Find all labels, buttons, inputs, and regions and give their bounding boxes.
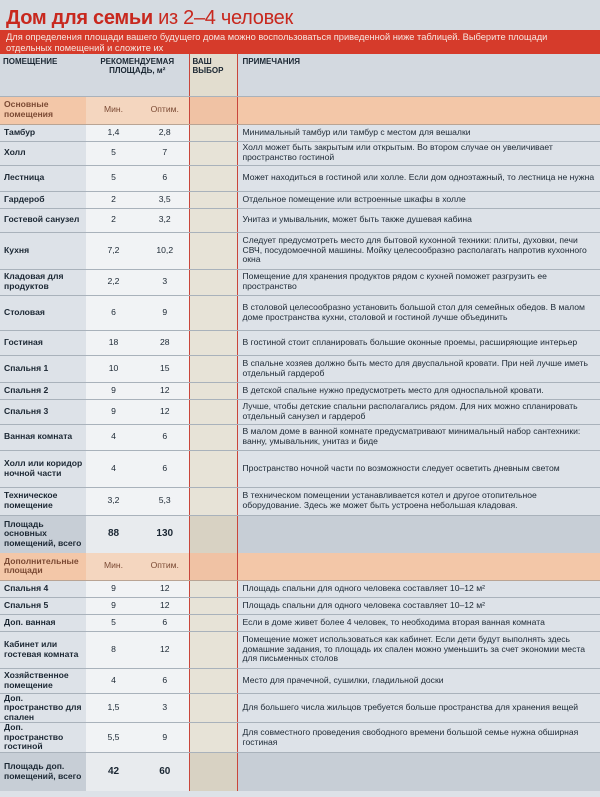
choice-cell[interactable] — [189, 295, 237, 330]
room-name: Дополнительные площади — [0, 553, 86, 580]
room-name: Холл — [0, 141, 86, 165]
choice-cell[interactable] — [189, 614, 237, 631]
choice-cell[interactable] — [189, 269, 237, 295]
min-area: 1,5 — [86, 693, 141, 723]
optimal-area: 12 — [141, 382, 189, 399]
table-row — [0, 450, 600, 487]
note-text: Площадь спальни для одного человека составляет 10–12 м² — [237, 580, 600, 597]
table-row — [0, 165, 600, 191]
note-text: Унитаз и умывальник, может быть также душевая кабина — [237, 208, 600, 232]
room-name: Доп. пространство гостиной — [0, 723, 86, 753]
area-table — [0, 54, 600, 791]
optimal-area: Оптим. — [141, 96, 189, 124]
min-area: 18 — [86, 330, 141, 355]
table-row — [0, 355, 600, 382]
room-name: Площадь основных помещений, всего — [0, 515, 86, 553]
optimal-area: 9 — [141, 723, 189, 753]
table-row — [0, 424, 600, 450]
table-row — [0, 232, 600, 269]
min-area: 8 — [86, 631, 141, 668]
section-row — [0, 96, 600, 124]
room-name: Ванная комната — [0, 424, 86, 450]
min-area: 4 — [86, 668, 141, 693]
choice-cell[interactable] — [189, 450, 237, 487]
optimal-area: Оптим. — [141, 553, 189, 580]
note-text: Лучше, чтобы детские спальни располагались рядом. Для них можно спланировать отдельный санузел и гардероб — [237, 399, 600, 424]
room-name: Основные помещения — [0, 96, 86, 124]
optimal-area: 6 — [141, 424, 189, 450]
total-row — [0, 515, 600, 553]
note-text: Для большего числа жильцов требуется больше пространства для хранения вещей — [237, 693, 600, 723]
choice-cell[interactable] — [189, 580, 237, 597]
room-name: Спальня 2 — [0, 382, 86, 399]
header-notes: ПРИМЕЧАНИЯ — [237, 54, 600, 96]
choice-cell[interactable] — [189, 693, 237, 723]
page-title — [6, 6, 293, 30]
table-row — [0, 141, 600, 165]
room-name: Доп. пространство для спален — [0, 693, 86, 723]
min-area: 2 — [86, 208, 141, 232]
min-area: 2 — [86, 191, 141, 208]
room-name: Спальня 4 — [0, 580, 86, 597]
choice-cell[interactable] — [189, 399, 237, 424]
choice-cell[interactable] — [189, 424, 237, 450]
optimal-area: 6 — [141, 668, 189, 693]
optimal-area: 6 — [141, 450, 189, 487]
min-area: 9 — [86, 580, 141, 597]
table-row — [0, 269, 600, 295]
room-name: Кабинет или гостевая комната — [0, 631, 86, 668]
table-row — [0, 191, 600, 208]
choice-cell[interactable] — [189, 124, 237, 141]
choice-cell[interactable] — [189, 723, 237, 753]
choice-cell[interactable] — [189, 382, 237, 399]
header-room: ПОМЕЩЕНИЕ — [0, 54, 86, 96]
choice-cell[interactable] — [189, 668, 237, 693]
room-name: Хозяйственное помещение — [0, 668, 86, 693]
table-row — [0, 668, 600, 693]
table-row — [0, 693, 600, 723]
optimal-area: 7 — [141, 141, 189, 165]
table-row — [0, 295, 600, 330]
table-row — [0, 614, 600, 631]
min-area: Мин. — [86, 96, 141, 124]
choice-cell[interactable] — [189, 96, 237, 124]
choice-cell[interactable] — [189, 330, 237, 355]
min-area: 6 — [86, 295, 141, 330]
table-body — [0, 96, 600, 791]
title-rest: из 2–4 человек — [152, 7, 293, 29]
header-choice: ВАШ ВЫБОР — [189, 54, 237, 96]
note-text: В малом доме в ванной комнате предусматривают минимальный набор сантехники: ванну, умывальник, унитаз и биде — [237, 424, 600, 450]
table-row — [0, 399, 600, 424]
room-name: Тамбур — [0, 124, 86, 141]
room-name: Площадь доп. помещений, всего — [0, 753, 86, 791]
room-name: Гостевой санузел — [0, 208, 86, 232]
min-area: 9 — [86, 382, 141, 399]
table-row — [0, 580, 600, 597]
min-area: 9 — [86, 399, 141, 424]
optimal-area: 9 — [141, 295, 189, 330]
optimal-area: 2,8 — [141, 124, 189, 141]
title-bold: Дом для семьи — [6, 7, 153, 29]
min-area: 3,2 — [86, 487, 141, 515]
min-area: 5 — [86, 165, 141, 191]
optimal-area: 6 — [141, 614, 189, 631]
choice-cell[interactable] — [189, 515, 237, 553]
min-area: 5 — [86, 141, 141, 165]
note-text — [237, 515, 600, 553]
choice-cell[interactable] — [189, 487, 237, 515]
room-name: Гостиная — [0, 330, 86, 355]
note-text: Отдельное помещение или встроенные шкафы в холле — [237, 191, 600, 208]
optimal-area: 130 — [141, 515, 189, 553]
min-area: 9 — [86, 597, 141, 614]
table-row — [0, 330, 600, 355]
table-header — [0, 54, 600, 96]
table-row — [0, 723, 600, 753]
min-area: 1,4 — [86, 124, 141, 141]
table-row — [0, 631, 600, 668]
note-text — [237, 96, 600, 124]
choice-cell[interactable] — [189, 553, 237, 580]
min-area: 10 — [86, 355, 141, 382]
optimal-area: 60 — [141, 753, 189, 791]
table-row — [0, 597, 600, 614]
note-text: В техническом помещении устанавливается котел и другое отопительное оборудование. Здесь же может быть устроена небольшая кладовая. — [237, 487, 600, 515]
total-row — [0, 753, 600, 791]
optimal-area: 12 — [141, 597, 189, 614]
choice-cell[interactable] — [189, 597, 237, 614]
note-text: Помещение для хранения продуктов рядом с кухней поможет разгрузить ее пространство — [237, 269, 600, 295]
note-text: Место для прачечной, сушилки, гладильной доски — [237, 668, 600, 693]
note-text: Минимальный тамбур или тамбур с местом для вешалки — [237, 124, 600, 141]
optimal-area: 15 — [141, 355, 189, 382]
min-area: 7,2 — [86, 232, 141, 269]
note-text: В спальне хозяев должно быть место для двуспальной кровати. При ней лучше иметь отдельный гардероб — [237, 355, 600, 382]
note-text: Следует предусмотреть место для бытовой кухонной техники: плиты, духовки, печи СВЧ, посудомоечной машины. Мойку целесообразно располагать напротив кухонного окна — [237, 232, 600, 269]
table-row — [0, 208, 600, 232]
note-text: В гостиной стоит спланировать большие оконные проемы, расширяющие интерьер — [237, 330, 600, 355]
optimal-area: 28 — [141, 330, 189, 355]
note-text: Может находиться в гостиной или холле. Если дом одноэтажный, то лестница не нужна — [237, 165, 600, 191]
min-area: 42 — [86, 753, 141, 791]
note-text: Холл может быть закрытым или открытым. Во втором случае он увеличивает пространство гостиной — [237, 141, 600, 165]
optimal-area: 5,3 — [141, 487, 189, 515]
room-name: Гардероб — [0, 191, 86, 208]
table-row — [0, 382, 600, 399]
room-name: Холл или коридор ночной части — [0, 450, 86, 487]
min-area: 5 — [86, 614, 141, 631]
choice-cell[interactable] — [189, 631, 237, 668]
optimal-area: 12 — [141, 631, 189, 668]
min-area: 4 — [86, 450, 141, 487]
room-name: Спальня 3 — [0, 399, 86, 424]
intro-text: Для определения площади вашего будущего дома можно воспользоваться приведенной ниже таблицей. Выберите площади отдельных помещений и сложите их — [0, 30, 600, 54]
note-text: Если в доме живет более 4 человек, то необходима вторая ванная комната — [237, 614, 600, 631]
note-text: В столовой целесообразно установить большой стол для семейных обедов. В малом доме пространства кухни, столовой и гостиной лучше объединить — [237, 295, 600, 330]
room-name: Лестница — [0, 165, 86, 191]
choice-cell[interactable] — [189, 165, 237, 191]
min-area: 88 — [86, 515, 141, 553]
choice-cell[interactable] — [189, 232, 237, 269]
choice-cell[interactable] — [189, 208, 237, 232]
optimal-area: 6 — [141, 165, 189, 191]
choice-cell[interactable] — [189, 191, 237, 208]
table-row — [0, 487, 600, 515]
choice-cell[interactable] — [189, 141, 237, 165]
optimal-area: 12 — [141, 399, 189, 424]
note-text: В детской спальне нужно предусмотреть место для односпальной кровати. — [237, 382, 600, 399]
room-name: Спальня 1 — [0, 355, 86, 382]
note-text: Для совместного проведения свободного времени большой семье нужна обширная гостиная — [237, 723, 600, 753]
optimal-area: 3,5 — [141, 191, 189, 208]
room-name: Спальня 5 — [0, 597, 86, 614]
min-area: 4 — [86, 424, 141, 450]
room-name: Техническое помещение — [0, 487, 86, 515]
table-row — [0, 124, 600, 141]
note-text: Помещение может использоваться как кабинет. Если дети будут выполнять здесь домашние задания, то площадь их спален можно уменьшить за счет экономии места для письменных столов — [237, 631, 600, 668]
optimal-area: 12 — [141, 580, 189, 597]
choice-cell[interactable] — [189, 355, 237, 382]
room-name: Столовая — [0, 295, 86, 330]
min-area: 2,2 — [86, 269, 141, 295]
note-text — [237, 553, 600, 580]
room-name: Кухня — [0, 232, 86, 269]
note-text: Площадь спальни для одного человека составляет 10–12 м² — [237, 597, 600, 614]
optimal-area: 3 — [141, 693, 189, 723]
optimal-area: 3,2 — [141, 208, 189, 232]
optimal-area: 3 — [141, 269, 189, 295]
min-area: Мин. — [86, 553, 141, 580]
min-area: 5,5 — [86, 723, 141, 753]
section-row — [0, 553, 600, 580]
title-bar — [0, 0, 600, 30]
optimal-area: 10,2 — [141, 232, 189, 269]
room-name: Кладовая для продуктов — [0, 269, 86, 295]
note-text — [237, 753, 600, 791]
note-text: Пространство ночной части по возможности следует осветить дневным светом — [237, 450, 600, 487]
room-name: Доп. ванная — [0, 614, 86, 631]
header-area: РЕКОМЕНДУЕМАЯ ПЛОЩАДЬ, м² — [86, 54, 189, 96]
choice-cell[interactable] — [189, 753, 237, 791]
